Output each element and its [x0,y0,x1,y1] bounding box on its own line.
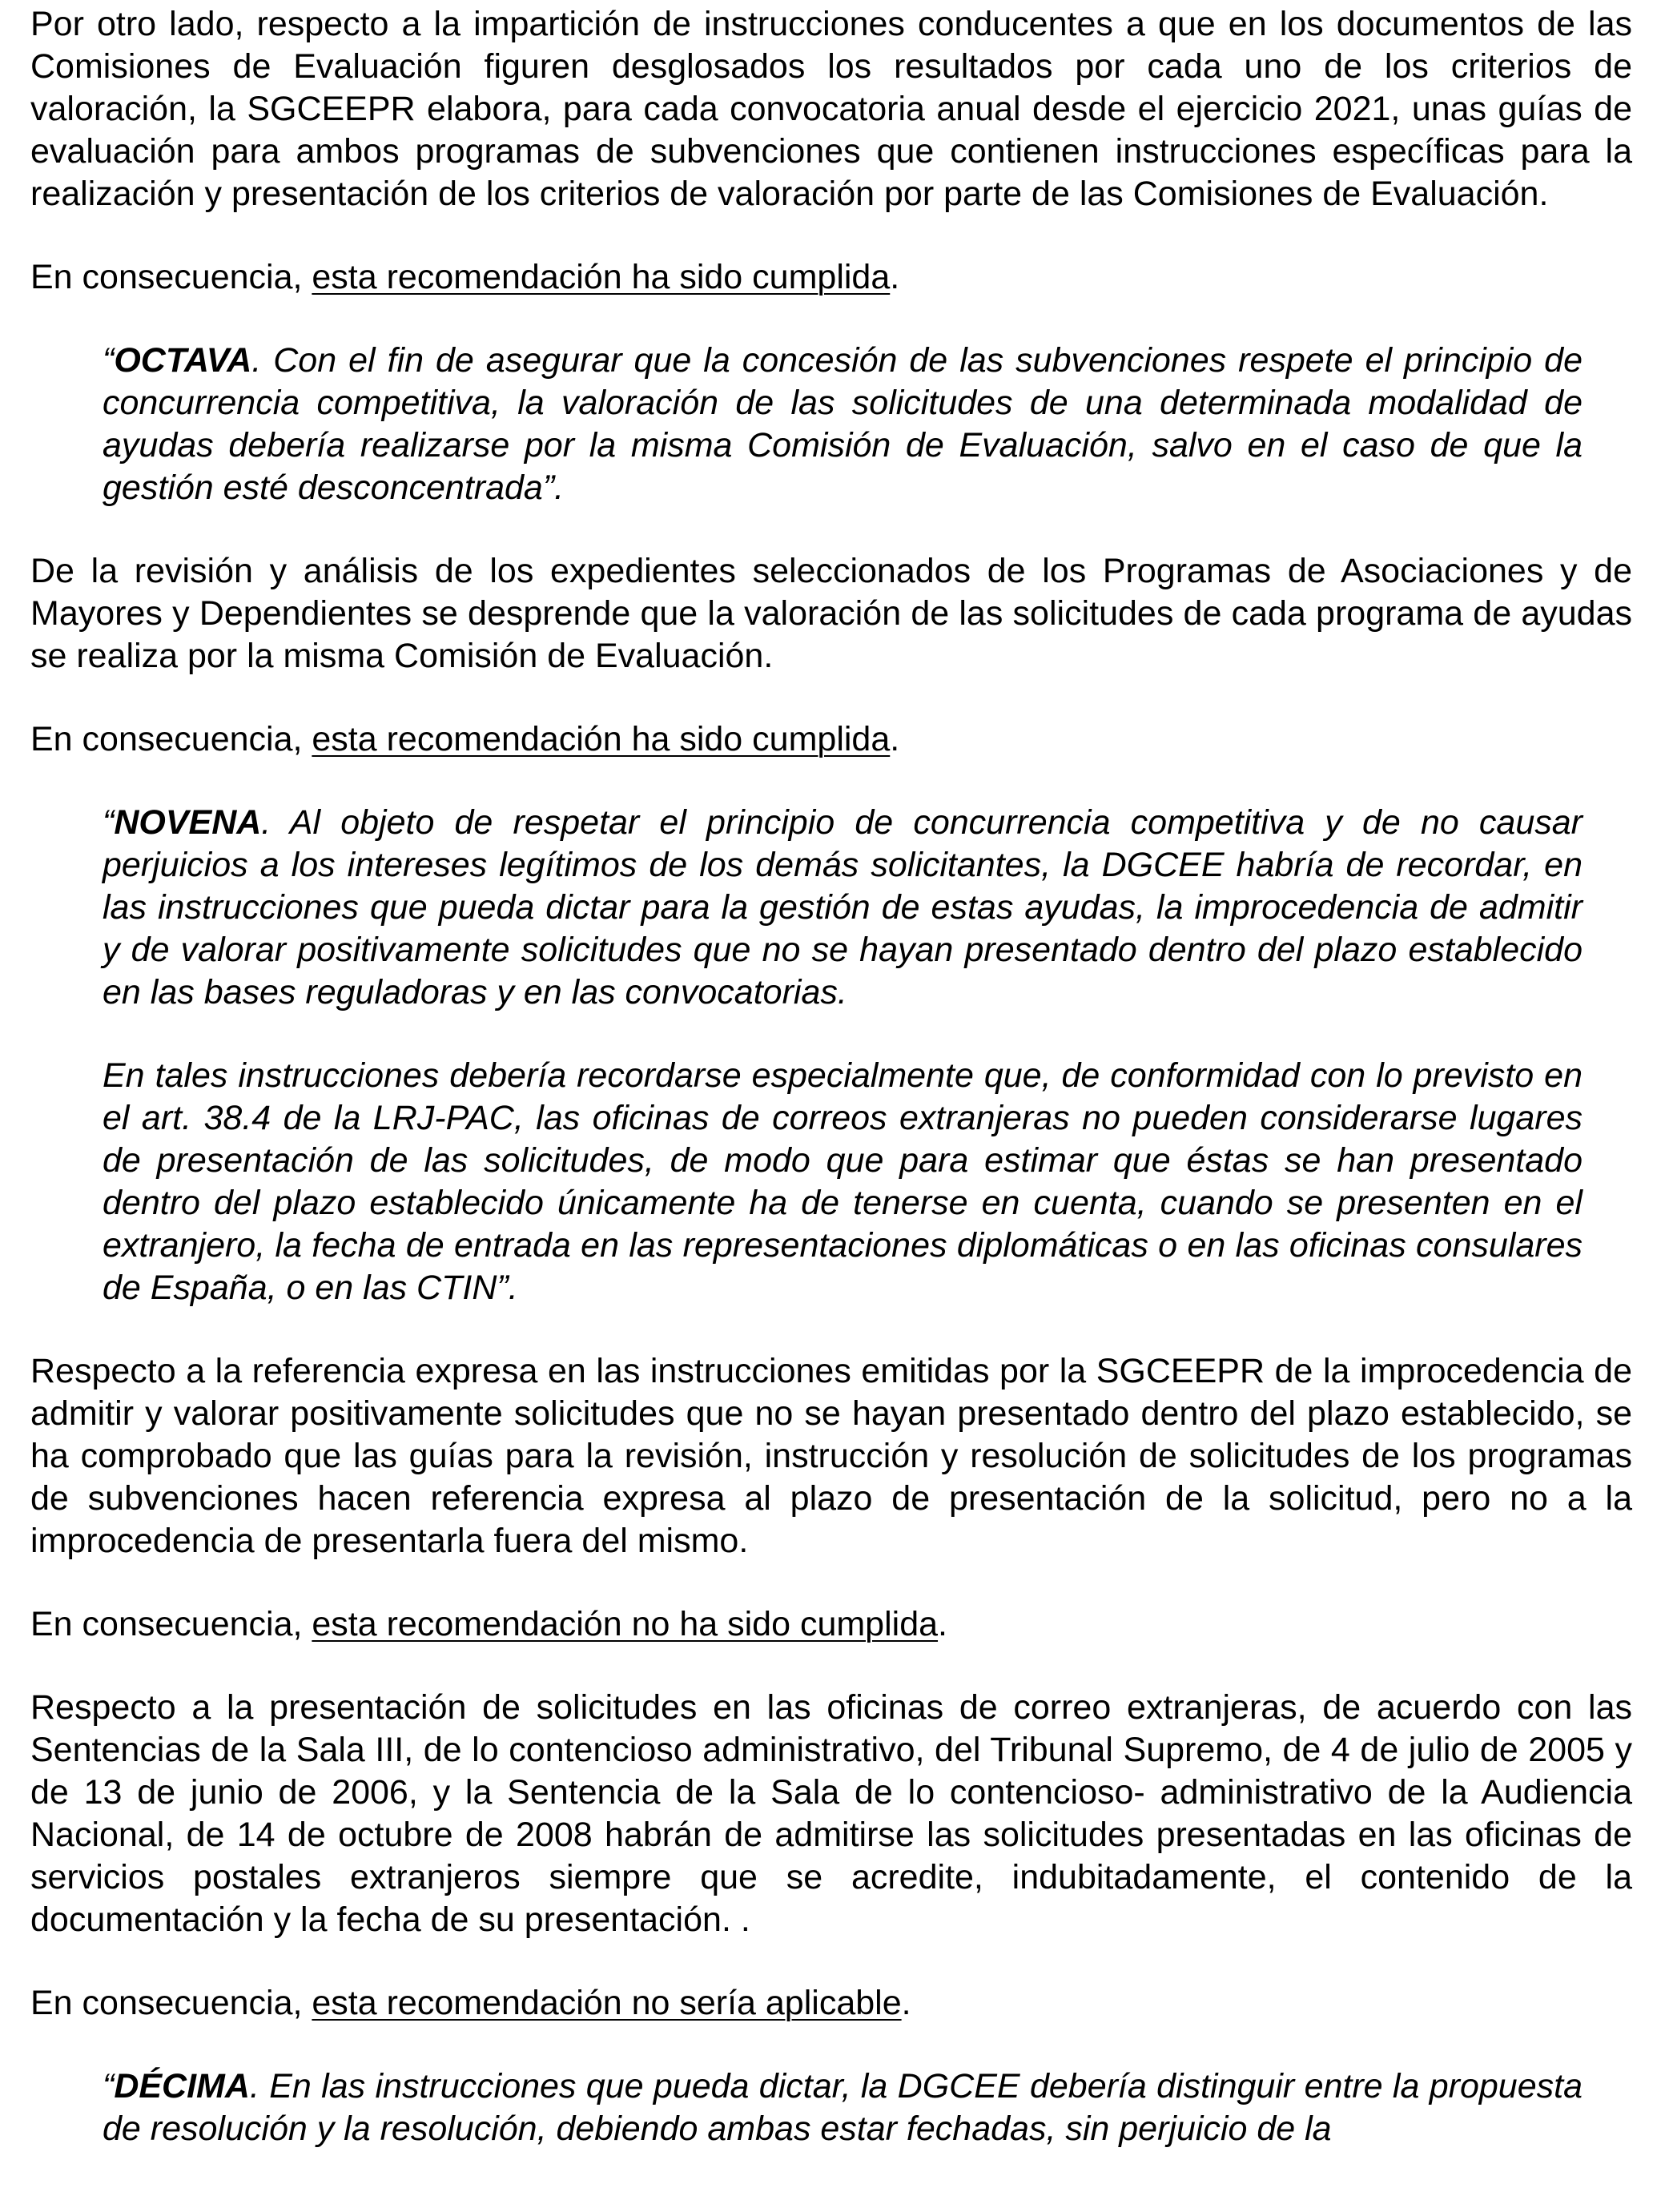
recommendation-label: OCTAVA [114,341,252,380]
conclusion-status: esta recomendación ha sido cumplida [312,258,891,296]
recommendation-novena [103,802,1583,1014]
quote-open: “ [103,803,115,842]
conclusion-suffix: . [901,1984,911,2022]
paragraph-foreign-post-offices: Respecto a la presentación de solicitudes en las oficinas de correo extranjeras, de acuerdo con las Sentencias de la Sala III, de lo contencioso administrativo, del Tribunal Supremo, de 4 de julio de 2005 y de 13 de junio de 2006, y la Sentencia de la Sala de lo contencioso- administrativo de la Audiencia Nacional, de 14 de octubre de 2008 habrán de admitirse las solicitudes presentadas en las oficinas de servicios postales extranjeros siempre que se acredite, indubitadamente, el contenido de la documentación y la fecha de su presentación. . [30,1688,1632,1939]
paragraph-evaluation-guides: Por otro lado, respecto a la impartición de instrucciones conducentes a que en los documentos de las Comisiones de Evaluación figuren desglosados los resultados por cada uno de los criterios de valoración, la SGCEEPR elabora, para cada convocatoria anual desde el ejercicio 2021, unas guías de evaluación para ambos programas de subvenciones que contienen instrucciones específicas para la realización y presentación de los criterios de valoración por parte de las Comisiones de Evaluación. [30,5,1632,213]
conclusion-suffix: . [890,258,900,296]
conclusion-prefix: En consecuencia, [30,720,312,758]
paragraph-review-analysis: De la revisión y análisis de los expedientes seleccionados de los Programas de Asociaciones y de Mayores y Dependientes se desprende que la valoración de las solicitudes de cada programa de ayudas se realiza por la misma Comisión de Evaluación. [30,552,1632,675]
recommendation-text: . Al objeto de respetar el principio de concurrencia competitiva y de no causar perjuicios a los intereses legítimos de los demás solicitantes, la DGCEE habría de recordar, en las instrucciones que pueda dictar para la gestión de estas ayudas, la improcedencia de admitir y de valorar positivamente solicitudes que no se hayan presentado dentro del plazo establecido en las bases reguladoras y en las convocatorias. [103,803,1583,1011]
conclusion-paragraph [30,1982,1632,2025]
conclusion-paragraph [30,718,1632,761]
recommendation-label: NOVENA [114,803,262,842]
conclusion-status: esta recomendación no ha sido cumplida [312,1605,939,1643]
conclusion-paragraph [30,1603,1632,1646]
conclusion-status: esta recomendación ha sido cumplida [312,720,891,758]
recommendation-novena-continued: En tales instrucciones debería recordarse especialmente que, de conformidad con lo previsto en el art. 38.4 de la LRJ-PAC, las oficinas de correos extranjeras no pueden considerarse lugares de presentación de las solicitudes, de modo que para estimar que éstas se han presentado dentro del plazo establecido únicamente ha de tenerse en cuenta, cuando se presenten en el extranjero, la fecha de entrada en las representaciones diplomáticas o en las oficinas consulares de España, o en las CTIN”. [103,1056,1583,1307]
paragraph-instructions-reference: Respecto a la referencia expresa en las instrucciones emitidas por la SGCEEPR de la improcedencia de admitir y valorar positivamente solicitudes que no se hayan presentado dentro del plazo establecido, se ha comprobado que las guías para la revisión, instrucción y resolución de solicitudes de los programas de subvenciones hacen referencia expresa al plazo de presentación de la solicitud, pero no a la improcedencia de presentarla fuera del mismo. [30,1352,1632,1560]
conclusion-status: esta recomendación no sería aplicable [312,1984,902,2022]
conclusion-prefix: En consecuencia, [30,258,312,296]
conclusion-prefix: En consecuencia, [30,1984,312,2022]
recommendation-octava [103,340,1583,509]
recommendation-label: DÉCIMA [114,2067,250,2105]
conclusion-suffix: . [890,720,900,758]
conclusion-prefix: En consecuencia, [30,1605,312,1643]
quote-open: “ [103,341,115,380]
conclusion-paragraph [30,256,1632,299]
recommendation-decima [103,2065,1583,2150]
document-page [30,3,1632,2191]
conclusion-suffix: . [938,1605,947,1643]
quote-open: “ [103,2067,115,2105]
recommendation-text: . En las instrucciones que pueda dictar, la DGCEE debería distinguir entre la propuesta de resolución y la resolución, debiendo ambas estar fechadas, sin perjuicio de la [103,2067,1583,2148]
recommendation-text: . Con el fin de asegurar que la concesión de las subvenciones respete el principio de concurrencia competitiva, la valoración de las solicitudes de una determinada modalidad de ayudas debería realizarse por la misma Comisión de Evaluación, salvo en el caso de que la gestión esté desconcentrada”. [103,341,1583,507]
